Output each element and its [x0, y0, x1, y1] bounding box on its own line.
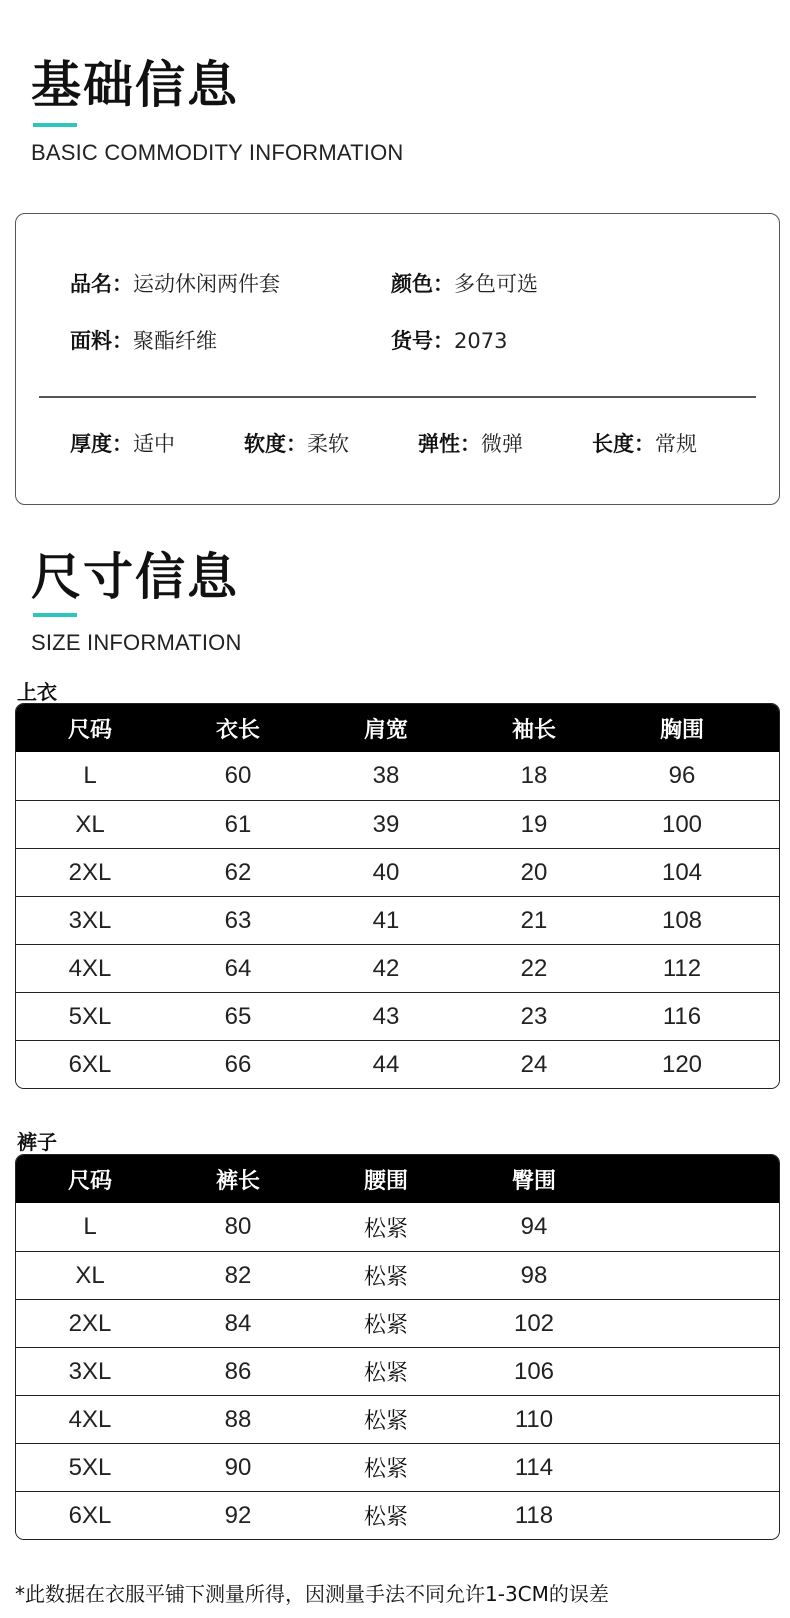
table-row: [16, 752, 779, 800]
table-cell: 20: [520, 858, 548, 886]
table-cell: 102: [513, 1309, 555, 1337]
table-cell: 84: [224, 1309, 252, 1337]
table-cell: 106: [513, 1357, 555, 1385]
table-cell: 108: [661, 906, 703, 934]
field-value: 微弹: [481, 432, 523, 456]
header-cell: 臀围: [511, 1168, 556, 1194]
table-cell: 2XL: [68, 858, 112, 886]
basic-info-box: [15, 213, 780, 505]
table-cell: 松紧: [363, 1409, 408, 1434]
table-cell: 96: [668, 762, 696, 789]
header-cell: 裤长: [215, 1168, 260, 1194]
table-cell: 41: [372, 906, 400, 934]
table-cell: 4XL: [68, 1405, 112, 1433]
header-cell: [608, 1155, 756, 1203]
size-accent-bar: [33, 613, 77, 617]
table-cell: 22: [520, 954, 548, 982]
field-label: 长度：: [592, 432, 655, 456]
table-cell: 82: [224, 1261, 252, 1289]
top-size-table: [15, 703, 780, 1089]
table-cell: 松紧: [363, 1361, 408, 1386]
table-cell: 63: [224, 906, 252, 934]
table-cell: 松紧: [363, 1505, 408, 1530]
field-length: [592, 428, 697, 458]
field-label: 品名：: [70, 272, 133, 296]
info-divider: [39, 396, 756, 398]
table-cell: 松紧: [363, 1265, 408, 1290]
table-row: [16, 800, 779, 848]
table-cell: 64: [224, 954, 252, 982]
field-label: 面料：: [70, 329, 133, 353]
header-cell: 胸围: [659, 717, 704, 743]
table-cell: 120: [661, 1050, 703, 1078]
table-row: [16, 848, 779, 896]
size-info-title: 尺寸信息: [31, 548, 239, 606]
field-color: [391, 268, 538, 298]
table-cell: 21: [520, 906, 548, 934]
table-cell: 松紧: [363, 1313, 408, 1338]
field-value: 运动休闲两件套: [133, 272, 280, 296]
table-cell: 80: [224, 1213, 252, 1240]
table-cell: 40: [372, 858, 400, 886]
field-value: 多色可选: [454, 272, 538, 296]
table-cell: 松紧: [363, 1457, 408, 1482]
field-product-name: [70, 268, 280, 298]
table-cell: 114: [514, 1453, 554, 1481]
table-cell: L: [83, 762, 97, 789]
field-label: 货号：: [391, 329, 454, 353]
table-cell: [608, 1444, 756, 1491]
table-row: [16, 1203, 779, 1251]
table-cell: 42: [372, 954, 400, 982]
field-softness: [244, 428, 349, 458]
table-cell: 18: [520, 762, 548, 789]
table-cell: 118: [514, 1501, 554, 1529]
table-cell: 6XL: [68, 1050, 112, 1078]
basic-info-subtitle: BASIC COMMODITY INFORMATION: [31, 140, 404, 165]
header-cell: 尺码: [67, 1168, 112, 1194]
table-cell: 39: [372, 810, 400, 838]
header-cell: 袖长: [511, 717, 556, 743]
table-cell: 100: [661, 810, 703, 838]
table-row: [16, 1443, 779, 1491]
table-cell: 61: [224, 810, 252, 838]
table-row: [16, 1395, 779, 1443]
table-header: [16, 1155, 779, 1203]
table-cell: 2XL: [68, 1309, 112, 1337]
field-label: 颜色：: [391, 272, 454, 296]
table-row: [16, 944, 779, 992]
table-cell: 90: [224, 1453, 252, 1481]
table-cell: 24: [520, 1050, 548, 1078]
table-cell: 5XL: [68, 1002, 112, 1030]
table-row: [16, 992, 779, 1040]
basic-info-title: 基础信息: [31, 56, 239, 114]
table-cell: [608, 1203, 756, 1251]
field-value: 柔软: [307, 432, 349, 456]
field-item-number: [391, 325, 507, 355]
table-cell: [608, 1492, 756, 1539]
field-label: 弹性：: [418, 432, 481, 456]
pants-table-title: 裤子: [17, 1130, 57, 1154]
header-cell: 衣长: [215, 717, 260, 743]
table-cell: [608, 1396, 756, 1443]
table-header: [16, 704, 779, 752]
table-cell: 38: [372, 762, 400, 789]
table-cell: 66: [224, 1050, 252, 1078]
table-cell: XL: [75, 1261, 105, 1289]
table-row: [16, 1491, 779, 1539]
table-cell: L: [83, 1213, 97, 1240]
table-cell: 104: [661, 858, 703, 886]
table-cell: [608, 1300, 756, 1347]
table-cell: 3XL: [68, 906, 112, 934]
table-row: [16, 896, 779, 944]
table-cell: 43: [372, 1002, 400, 1030]
basic-accent-bar: [33, 123, 77, 127]
field-fabric: [70, 325, 217, 355]
field-label: 软度：: [244, 432, 307, 456]
table-cell: 98: [520, 1261, 548, 1289]
field-value: 适中: [133, 432, 175, 456]
field-value: 2073: [454, 329, 508, 353]
table-cell: 23: [520, 1002, 548, 1030]
field-thickness: [70, 428, 175, 458]
top-table-body: [16, 752, 779, 1088]
table-cell: 6XL: [68, 1501, 112, 1529]
top-table-title: 上衣: [17, 680, 57, 704]
table-cell: 62: [224, 858, 252, 886]
field-value: 常规: [655, 432, 697, 456]
table-row: [16, 1251, 779, 1299]
table-row: [16, 1299, 779, 1347]
header-cell: 尺码: [67, 717, 112, 743]
table-cell: [608, 1348, 756, 1395]
table-cell: 112: [662, 954, 702, 982]
table-cell: 65: [224, 1002, 252, 1030]
header-cell: 腰围: [363, 1168, 408, 1194]
pants-table-body: [16, 1203, 779, 1539]
field-value: 聚酯纤维: [133, 329, 217, 353]
table-cell: 86: [224, 1357, 252, 1385]
table-cell: XL: [75, 810, 105, 838]
table-cell: 松紧: [363, 1216, 408, 1242]
field-elasticity: [418, 428, 523, 458]
table-cell: [608, 1252, 756, 1299]
table-cell: 110: [514, 1405, 554, 1433]
table-cell: 60: [224, 762, 252, 789]
table-cell: 5XL: [68, 1453, 112, 1481]
table-cell: 92: [224, 1501, 252, 1529]
table-cell: 3XL: [68, 1357, 112, 1385]
field-label: 厚度：: [70, 432, 133, 456]
size-info-subtitle: SIZE INFORMATION: [31, 630, 242, 655]
table-cell: 88: [224, 1405, 252, 1433]
table-row: [16, 1040, 779, 1088]
table-cell: 94: [520, 1213, 548, 1240]
table-row: [16, 1347, 779, 1395]
table-cell: 19: [520, 810, 548, 838]
measurement-note: *此数据在衣服平铺下测量所得，因测量手法不同允许1-3CM的误差: [15, 1582, 609, 1606]
table-cell: 116: [662, 1002, 702, 1030]
pants-size-table: [15, 1154, 780, 1540]
header-cell: 肩宽: [363, 717, 408, 743]
table-cell: 44: [372, 1050, 400, 1078]
table-cell: 4XL: [68, 954, 112, 982]
